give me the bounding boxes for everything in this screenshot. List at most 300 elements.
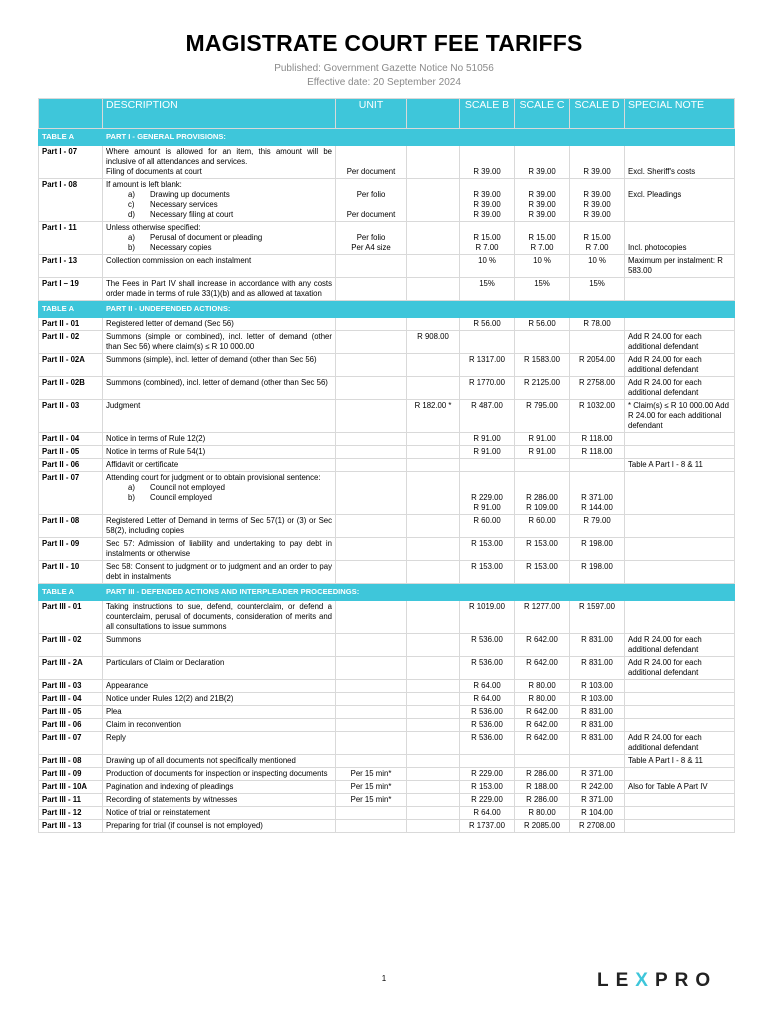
table-row: [39, 693, 735, 706]
item-code: Part III - 10A: [39, 781, 103, 794]
item-code: Part I - 13: [39, 255, 103, 278]
item-description: Summons: [103, 634, 336, 657]
item-unit: [336, 755, 407, 768]
table-row: [39, 538, 735, 561]
header-scale-d: SCALE D: [570, 99, 625, 129]
item-ext: [407, 693, 460, 706]
item-code: Part III - 04: [39, 693, 103, 706]
scale-b-value: R 229.00: [460, 794, 515, 807]
scale-c-value: R 286.00: [515, 768, 570, 781]
table-row: [39, 318, 735, 331]
item-code: Part II - 04: [39, 433, 103, 446]
special-note: Table A Part I - 8 & 11: [625, 459, 735, 472]
item-ext: R 908.00: [407, 331, 460, 354]
special-note: [625, 446, 735, 459]
item-description: Production of documents for inspection or inspecting documents: [103, 768, 336, 781]
item-description: Judgment: [103, 400, 336, 433]
item-unit: [336, 472, 407, 515]
item-ext: [407, 278, 460, 301]
scale-d-value: R 2708.00: [570, 820, 625, 833]
item-description: If amount is left blank: a) Drawing up documents c) Necessary services d) Necessary filing at court: [103, 179, 336, 222]
item-unit: [336, 354, 407, 377]
item-unit: [336, 459, 407, 472]
special-note: Add R 24.00 for each additional defendant: [625, 354, 735, 377]
scale-b-value: R 1737.00: [460, 820, 515, 833]
item-ext: [407, 732, 460, 755]
scale-d-value: R 831.00: [570, 657, 625, 680]
item-description: Notice in terms of Rule 54(1): [103, 446, 336, 459]
scale-b-value: R 15.00 R 7.00: [460, 222, 515, 255]
scale-c-value: 10 %: [515, 255, 570, 278]
item-code: Part III - 06: [39, 719, 103, 732]
item-unit: [336, 634, 407, 657]
scale-b-value: R 91.00: [460, 446, 515, 459]
table-row: [39, 706, 735, 719]
item-code: Part III - 02: [39, 634, 103, 657]
scale-c-value: R 80.00: [515, 807, 570, 820]
special-note: * Claim(s) ≤ R 10 000.00 Add R 24.00 for each additional defendant: [625, 400, 735, 433]
scale-d-value: R 831.00: [570, 634, 625, 657]
section-table-label: TABLE A: [39, 301, 103, 318]
scale-b-value: R 536.00: [460, 634, 515, 657]
item-unit: [336, 538, 407, 561]
item-ext: [407, 807, 460, 820]
item-ext: [407, 538, 460, 561]
item-ext: [407, 561, 460, 584]
special-note: [625, 680, 735, 693]
scale-b-value: [460, 459, 515, 472]
section-header: [39, 301, 735, 318]
item-unit: [336, 680, 407, 693]
scale-c-value: R 153.00: [515, 538, 570, 561]
header-scale-b: SCALE B: [460, 99, 515, 129]
item-ext: [407, 768, 460, 781]
item-unit: [336, 331, 407, 354]
special-note: [625, 820, 735, 833]
scale-b-value: 15%: [460, 278, 515, 301]
special-note: [625, 719, 735, 732]
item-code: Part III - 08: [39, 755, 103, 768]
special-note: [625, 794, 735, 807]
scale-d-value: R 104.00: [570, 807, 625, 820]
scale-b-value: R 1770.00: [460, 377, 515, 400]
item-description: Registered letter of demand (Sec 56): [103, 318, 336, 331]
item-description: Notice of trial or reinstatement: [103, 807, 336, 820]
item-unit: Per folio Per document: [336, 179, 407, 222]
scale-b-value: R 1317.00: [460, 354, 515, 377]
table-row: [39, 331, 735, 354]
scale-b-value: R 229.00 R 91.00: [460, 472, 515, 515]
item-code: Part II - 07: [39, 472, 103, 515]
item-code: Part II - 09: [39, 538, 103, 561]
scale-b-value: R 229.00: [460, 768, 515, 781]
item-code: Part III - 03: [39, 680, 103, 693]
scale-d-value: R 118.00: [570, 446, 625, 459]
item-unit: Per document: [336, 146, 407, 179]
scale-b-value: R 91.00: [460, 433, 515, 446]
scale-d-value: R 79.00: [570, 515, 625, 538]
scale-b-value: R 536.00: [460, 732, 515, 755]
scale-c-value: R 286.00 R 109.00: [515, 472, 570, 515]
item-ext: [407, 222, 460, 255]
item-code: Part III - 12: [39, 807, 103, 820]
scale-c-value: [515, 331, 570, 354]
section-title: PART I - GENERAL PROVISIONS:: [103, 129, 735, 146]
scale-b-value: R 536.00: [460, 657, 515, 680]
special-note: Add R 24.00 for each additional defendant: [625, 377, 735, 400]
scale-c-value: R 1583.00: [515, 354, 570, 377]
header-row: [39, 99, 735, 129]
scale-c-value: R 153.00: [515, 561, 570, 584]
item-description: Drawing up of all documents not specifically mentioned: [103, 755, 336, 768]
page-number: 1: [381, 974, 387, 983]
effective-date: Effective date: 20 September 2024: [307, 77, 461, 88]
scale-c-value: R 60.00: [515, 515, 570, 538]
item-ext: [407, 794, 460, 807]
scale-d-value: [570, 755, 625, 768]
item-description: Notice under Rules 12(2) and 21B(2): [103, 693, 336, 706]
section-header: [39, 584, 735, 601]
scale-b-value: R 153.00: [460, 538, 515, 561]
table-row: [39, 515, 735, 538]
scale-c-value: R 39.00: [515, 146, 570, 179]
item-unit: [336, 255, 407, 278]
item-code: Part II - 05: [39, 446, 103, 459]
item-description: Summons (combined), incl. letter of demand (other than Sec 56): [103, 377, 336, 400]
special-note: [625, 538, 735, 561]
scale-c-value: R 15.00 R 7.00: [515, 222, 570, 255]
table-row: [39, 446, 735, 459]
item-description: Pagination and indexing of pleadings: [103, 781, 336, 794]
item-unit: [336, 719, 407, 732]
item-ext: [407, 601, 460, 634]
scale-b-value: R 153.00: [460, 781, 515, 794]
item-code: Part I - 11: [39, 222, 103, 255]
item-description: Taking instructions to sue, defend, counterclaim, or defend a counterclaim, perusal of documents, consideration of merits and all consultations to issue summons: [103, 601, 336, 634]
item-description: Appearance: [103, 680, 336, 693]
scale-d-value: R 371.00 R 144.00: [570, 472, 625, 515]
item-unit: [336, 377, 407, 400]
scale-c-value: R 642.00: [515, 719, 570, 732]
header-scale-c: SCALE C: [515, 99, 570, 129]
scale-b-value: R 536.00: [460, 706, 515, 719]
scale-d-value: R 39.00 R 39.00 R 39.00: [570, 179, 625, 222]
section-title: PART II - UNDEFENDED ACTIONS:: [103, 301, 735, 318]
table-row: [39, 377, 735, 400]
scale-d-value: R 39.00: [570, 146, 625, 179]
item-description: Claim in reconvention: [103, 719, 336, 732]
table-row: [39, 433, 735, 446]
special-note: Excl. Pleadings: [625, 179, 735, 222]
document-title: MAGISTRATE COURT FEE TARIFFS: [185, 30, 583, 56]
item-description: The Fees in Part IV shall increase in accordance with any costs order made in terms of rule 33(1)(b) and as allowed at taxation: [103, 278, 336, 301]
item-description: Sec 57: Admission of liability and undertaking to pay debt in instalments or otherwise: [103, 538, 336, 561]
section-table-label: TABLE A: [39, 129, 103, 146]
scale-d-value: [570, 331, 625, 354]
table-row: [39, 719, 735, 732]
scale-b-value: R 60.00: [460, 515, 515, 538]
scale-b-value: R 536.00: [460, 719, 515, 732]
item-description: Registered Letter of Demand in terms of Sec 57(1) or (3) or Sec 58(2), including copies: [103, 515, 336, 538]
scale-c-value: [515, 459, 570, 472]
item-ext: [407, 459, 460, 472]
section-table-label: TABLE A: [39, 584, 103, 601]
section-title: PART III - DEFENDED ACTIONS AND INTERPLEADER PROCEEDINGS:: [103, 584, 735, 601]
item-code: Part II - 06: [39, 459, 103, 472]
item-unit: [336, 318, 407, 331]
scale-c-value: R 642.00: [515, 657, 570, 680]
special-note: Add R 24.00 for each additional defendant: [625, 331, 735, 354]
table-row: [39, 400, 735, 433]
scale-d-value: R 242.00: [570, 781, 625, 794]
scale-c-value: 15%: [515, 278, 570, 301]
scale-b-value: [460, 331, 515, 354]
section-header: [39, 129, 735, 146]
scale-c-value: R 642.00: [515, 732, 570, 755]
item-ext: [407, 781, 460, 794]
scale-d-value: R 198.00: [570, 561, 625, 584]
item-code: Part III - 05: [39, 706, 103, 719]
special-note: Also for Table A Part IV: [625, 781, 735, 794]
item-description: Particulars of Claim or Declaration: [103, 657, 336, 680]
item-ext: [407, 680, 460, 693]
item-description: Attending court for judgment or to obtain provisional sentence: a) Council not employed b) Council employed: [103, 472, 336, 515]
item-ext: [407, 433, 460, 446]
item-code: Part I – 19: [39, 278, 103, 301]
item-unit: [336, 400, 407, 433]
special-note: Add R 24.00 for each additional defendant: [625, 732, 735, 755]
item-unit: [336, 706, 407, 719]
scale-c-value: R 2085.00: [515, 820, 570, 833]
scale-b-value: R 153.00: [460, 561, 515, 584]
scale-c-value: R 39.00 R 39.00 R 39.00: [515, 179, 570, 222]
table-row: [39, 278, 735, 301]
special-note: [625, 693, 735, 706]
item-description: Summons (simple), incl. letter of demand (other than Sec 56): [103, 354, 336, 377]
special-note: Incl. photocopies: [625, 222, 735, 255]
scale-c-value: [515, 755, 570, 768]
table-row: [39, 255, 735, 278]
item-unit: Per folio Per A4 size: [336, 222, 407, 255]
scale-d-value: R 2758.00: [570, 377, 625, 400]
item-unit: [336, 446, 407, 459]
item-ext: [407, 755, 460, 768]
scale-d-value: R 831.00: [570, 719, 625, 732]
item-code: Part II - 01: [39, 318, 103, 331]
table-row: [39, 146, 735, 179]
table-row: [39, 807, 735, 820]
scale-b-value: R 487.00: [460, 400, 515, 433]
scale-b-value: R 64.00: [460, 693, 515, 706]
item-unit: [336, 561, 407, 584]
scale-b-value: R 39.00 R 39.00 R 39.00: [460, 179, 515, 222]
scale-d-value: 10 %: [570, 255, 625, 278]
special-note: [625, 561, 735, 584]
scale-d-value: R 15.00 R 7.00: [570, 222, 625, 255]
item-unit: [336, 278, 407, 301]
table-row: [39, 794, 735, 807]
item-ext: [407, 354, 460, 377]
item-ext: [407, 446, 460, 459]
item-description: Preparing for trial (if counsel is not employed): [103, 820, 336, 833]
scale-d-value: R 118.00: [570, 433, 625, 446]
scale-d-value: 15%: [570, 278, 625, 301]
item-ext: [407, 657, 460, 680]
special-note: Add R 24.00 for each additional defendant: [625, 634, 735, 657]
scale-d-value: R 2054.00: [570, 354, 625, 377]
table-row: [39, 601, 735, 634]
scale-b-value: R 64.00: [460, 807, 515, 820]
item-description: Affidavit or certificate: [103, 459, 336, 472]
item-ext: [407, 719, 460, 732]
item-unit: [336, 515, 407, 538]
scale-d-value: R 103.00: [570, 680, 625, 693]
item-description: Plea: [103, 706, 336, 719]
item-code: Part III - 13: [39, 820, 103, 833]
scale-c-value: R 80.00: [515, 680, 570, 693]
item-unit: [336, 601, 407, 634]
lexpro-logo: LEXPRO: [597, 970, 718, 991]
scale-d-value: R 831.00: [570, 706, 625, 719]
item-ext: R 182.00 *: [407, 400, 460, 433]
item-unit: Per 15 min*: [336, 768, 407, 781]
special-note: Excl. Sheriff's costs: [625, 146, 735, 179]
publication-info: [0, 62, 768, 90]
scale-c-value: R 91.00: [515, 446, 570, 459]
scale-d-value: R 1032.00: [570, 400, 625, 433]
item-description: Notice in terms of Rule 12(2): [103, 433, 336, 446]
item-code: Part III - 11: [39, 794, 103, 807]
item-code: Part III - 09: [39, 768, 103, 781]
special-note: Table A Part I - 8 & 11: [625, 755, 735, 768]
scale-d-value: R 371.00: [570, 768, 625, 781]
item-unit: [336, 807, 407, 820]
scale-d-value: R 198.00: [570, 538, 625, 561]
item-ext: [407, 634, 460, 657]
table-row: [39, 657, 735, 680]
item-unit: [336, 657, 407, 680]
special-note: [625, 768, 735, 781]
table-row: [39, 561, 735, 584]
table-row: [39, 755, 735, 768]
header-description: DESCRIPTION: [103, 99, 336, 129]
item-code: Part II - 02B: [39, 377, 103, 400]
item-code: Part III - 01: [39, 601, 103, 634]
scale-c-value: R 91.00: [515, 433, 570, 446]
scale-b-value: [460, 755, 515, 768]
scale-d-value: [570, 459, 625, 472]
special-note: [625, 318, 735, 331]
scale-b-value: R 56.00: [460, 318, 515, 331]
scale-c-value: R 188.00: [515, 781, 570, 794]
item-ext: [407, 472, 460, 515]
scale-b-value: R 1019.00: [460, 601, 515, 634]
scale-c-value: R 642.00: [515, 634, 570, 657]
scale-c-value: R 56.00: [515, 318, 570, 331]
special-note: [625, 433, 735, 446]
item-code: Part II - 08: [39, 515, 103, 538]
table-row: [39, 634, 735, 657]
item-ext: [407, 255, 460, 278]
header-special-note: SPECIAL NOTE: [625, 99, 735, 129]
item-code: Part I - 07: [39, 146, 103, 179]
tariff-table: [38, 98, 735, 833]
special-note: [625, 601, 735, 634]
table-row: [39, 459, 735, 472]
item-description: Reply: [103, 732, 336, 755]
item-unit: [336, 693, 407, 706]
item-ext: [407, 820, 460, 833]
table-row: [39, 179, 735, 222]
special-note: Add R 24.00 for each additional defendant: [625, 657, 735, 680]
item-code: Part II - 03: [39, 400, 103, 433]
table-row: [39, 222, 735, 255]
item-ext: [407, 146, 460, 179]
item-code: Part III - 2A: [39, 657, 103, 680]
item-ext: [407, 377, 460, 400]
item-unit: [336, 820, 407, 833]
item-unit: [336, 433, 407, 446]
item-code: Part II - 02A: [39, 354, 103, 377]
special-note: [625, 706, 735, 719]
item-code: Part II - 02: [39, 331, 103, 354]
special-note: [625, 515, 735, 538]
item-ext: [407, 706, 460, 719]
table-row: [39, 820, 735, 833]
scale-c-value: R 80.00: [515, 693, 570, 706]
table-row: [39, 354, 735, 377]
scale-c-value: R 1277.00: [515, 601, 570, 634]
item-description: Recording of statements by witnesses: [103, 794, 336, 807]
scale-d-value: R 371.00: [570, 794, 625, 807]
scale-c-value: R 795.00: [515, 400, 570, 433]
item-unit: [336, 732, 407, 755]
item-unit: Per 15 min*: [336, 781, 407, 794]
table-row: [39, 680, 735, 693]
header-unit: UNIT: [336, 99, 407, 129]
item-code: Part II - 10: [39, 561, 103, 584]
special-note: [625, 807, 735, 820]
special-note: [625, 278, 735, 301]
item-unit: Per 15 min*: [336, 794, 407, 807]
scale-b-value: R 64.00: [460, 680, 515, 693]
table-row: [39, 768, 735, 781]
scale-c-value: R 642.00: [515, 706, 570, 719]
item-ext: [407, 318, 460, 331]
scale-c-value: R 286.00: [515, 794, 570, 807]
item-description: Collection commission on each instalment: [103, 255, 336, 278]
scale-d-value: R 1597.00: [570, 601, 625, 634]
table-row: [39, 732, 735, 755]
item-description: Summons (simple or combined), incl. letter of demand (other than Sec 56) where claim(s) ≤ R 10 000.00: [103, 331, 336, 354]
table-row: [39, 472, 735, 515]
item-ext: [407, 179, 460, 222]
scale-b-value: 10 %: [460, 255, 515, 278]
scale-b-value: R 39.00: [460, 146, 515, 179]
item-code: Part III - 07: [39, 732, 103, 755]
table-row: [39, 781, 735, 794]
special-note: Maximum per instalment: R 583.00: [625, 255, 735, 278]
special-note: [625, 472, 735, 515]
item-description: Where amount is allowed for an item, this amount will be inclusive of all attendances and services. Filing of documents at court: [103, 146, 336, 179]
scale-d-value: R 831.00: [570, 732, 625, 755]
scale-d-value: R 78.00: [570, 318, 625, 331]
item-ext: [407, 515, 460, 538]
scale-d-value: R 103.00: [570, 693, 625, 706]
scale-c-value: R 2125.00: [515, 377, 570, 400]
item-description: Sec 58: Consent to judgment or to judgment and an order to pay debt in instalments: [103, 561, 336, 584]
published-line: Published: Government Gazette Notice No 51056: [274, 63, 494, 74]
